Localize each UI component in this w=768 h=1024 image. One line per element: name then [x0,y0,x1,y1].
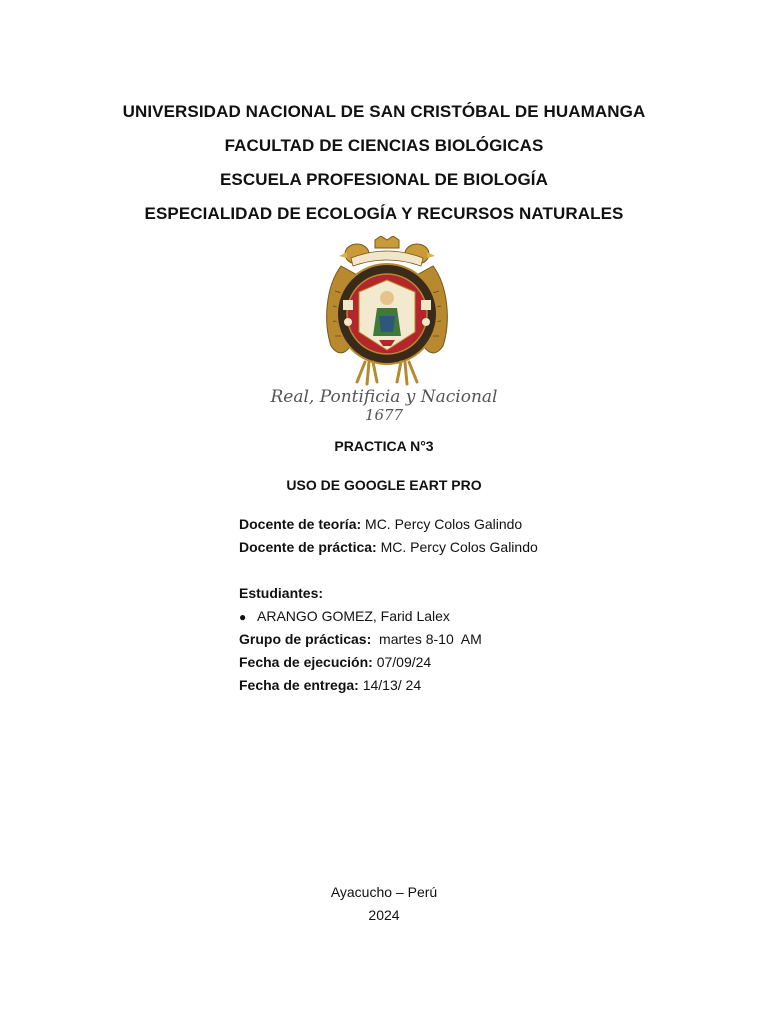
students-row [239,585,323,601]
group-value: martes 8-10 AM [371,631,482,647]
specialty-title: ESPECIALIDAD DE ECOLOGÍA Y RECURSOS NATURALES [144,204,624,223]
exec-date-value: 07/09/24 [372,654,432,670]
students-label: Estudiantes: [239,585,324,601]
student-list-item [239,608,450,624]
teacher-theory-row [239,516,522,532]
footer-place: Ayacucho – Perú [330,884,438,900]
university-title: UNIVERSIDAD NACIONAL DE SAN CRISTÓBAL DE HUAMANGA [122,102,646,121]
delivery-date-value: 14/13/ 24 [358,677,422,693]
faculty-title: FACULTAD DE CIENCIAS BIOLÓGICAS [224,136,544,155]
group-row [239,631,482,647]
practice-number: PRACTICA N°3 [334,438,434,454]
delivery-date-row [239,677,421,693]
exec-date-label: Fecha de ejecución: [239,654,373,670]
teacher-practice-value: MC. Percy Colos Galindo [376,539,538,555]
crest-motto [270,388,498,424]
teacher-theory-value: MC. Percy Colos Galindo [361,516,523,532]
group-label: Grupo de prácticas: [239,631,372,647]
teacher-practice-row [239,539,538,555]
exec-date-row [239,654,431,670]
university-crest-logo [321,236,453,388]
school-title: ESCUELA PROFESIONAL DE BIOLOGÍA [219,170,549,189]
crest-year: 1677 [364,406,404,424]
teacher-theory-label: Docente de teoría: [239,516,362,532]
footer-year: 2024 [368,907,400,923]
crest-motto-text: Real, Pontificia y Nacional [270,387,498,407]
practice-title: USO DE GOOGLE EART PRO [286,477,482,493]
teacher-practice-label: Docente de práctica: [239,539,377,555]
bullet-icon: ● [239,610,247,624]
student-name: ARANGO GOMEZ, Farid Lalex [257,608,450,624]
delivery-date-label: Fecha de entrega: [239,677,359,693]
